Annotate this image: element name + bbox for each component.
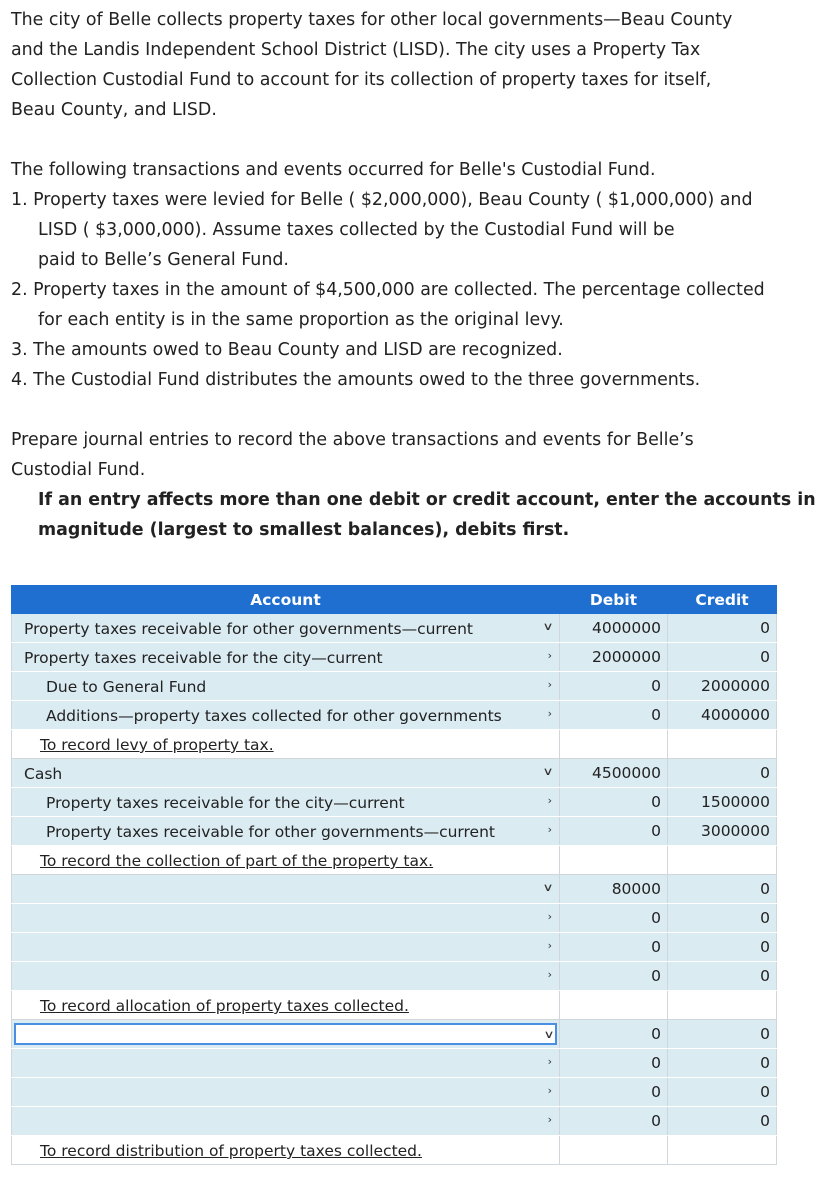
instruction-paragraph: [38, 485, 828, 545]
memo-row: [12, 991, 777, 1020]
journal-row: [12, 933, 777, 962]
chevron-right-icon: ›: [547, 1113, 552, 1126]
journal-header-row: [12, 586, 777, 614]
account-select[interactable]: [12, 643, 560, 672]
transaction-line: paid to Belle’s General Fund.: [38, 250, 289, 270]
credit-input[interactable]: 0: [668, 643, 777, 672]
journal-body: [12, 614, 777, 1165]
credit-input[interactable]: 0: [668, 1049, 777, 1078]
memo-cell: [12, 730, 560, 759]
memo-cell: [12, 1136, 560, 1165]
chevron-down-icon: ∨: [542, 881, 554, 894]
transaction-line: 3. The amounts owed to Beau County and LISD are recognized.: [11, 340, 563, 360]
debit-input[interactable]: 0: [560, 1107, 668, 1136]
debit-input[interactable]: 0: [560, 672, 668, 701]
chevron-right-icon: ›: [547, 707, 552, 720]
account-select[interactable]: [12, 788, 560, 817]
journal-row: [12, 1020, 777, 1049]
transaction-line: 2. Property taxes in the amount of $4,500,000 are collected. The percentage collected: [11, 280, 765, 300]
transaction-line: 4. The Custodial Fund distributes the amounts owed to the three governments.: [11, 370, 701, 390]
account-select[interactable]: [12, 1107, 560, 1136]
prepare-line: Prepare journal entries to record the above transactions and events for Belle’s: [11, 430, 694, 450]
intro-line: Beau County, and LISD.: [11, 100, 217, 120]
account-select[interactable]: [12, 759, 560, 788]
credit-cell: [668, 1136, 777, 1165]
debit-input[interactable]: 0: [560, 1020, 668, 1049]
credit-input[interactable]: 0: [668, 904, 777, 933]
account-select[interactable]: [12, 1078, 560, 1107]
account-text: Property taxes receivable for other governments—current: [24, 620, 473, 638]
memo-text: To record the collection of part of the property tax.: [40, 852, 434, 870]
debit-input[interactable]: 0: [560, 701, 668, 730]
credit-input[interactable]: 3000000: [668, 817, 777, 846]
debit-input[interactable]: 0: [560, 962, 668, 991]
chevron-right-icon: ›: [547, 1055, 552, 1068]
debit-input[interactable]: 80000: [560, 875, 668, 904]
journal-row: [12, 1049, 777, 1078]
debit-input[interactable]: 0: [560, 933, 668, 962]
memo-text: To record allocation of property taxes collected.: [40, 997, 409, 1015]
credit-header: Credit: [668, 586, 777, 614]
transactions-heading: The following transactions and events occurred for Belle's Custodial Fund.: [11, 160, 656, 180]
journal-row: [12, 875, 777, 904]
debit-input[interactable]: 0: [560, 1049, 668, 1078]
memo-row: [12, 730, 777, 759]
memo-row: [12, 1136, 777, 1165]
account-select[interactable]: [12, 1020, 560, 1049]
journal-row: [12, 817, 777, 846]
debit-input[interactable]: 0: [560, 788, 668, 817]
memo-row: [12, 846, 777, 875]
intro-line: and the Landis Independent School District (LISD). The city uses a Property Tax: [11, 40, 701, 60]
debit-cell: [560, 991, 668, 1020]
chevron-down-icon: ∨: [543, 1028, 555, 1041]
account-text: Property taxes receivable for the city—current: [46, 794, 405, 812]
transaction-line: LISD ( $3,000,000). Assume taxes collected by the Custodial Fund will be: [38, 220, 675, 240]
credit-cell: [668, 730, 777, 759]
account-select[interactable]: [12, 701, 560, 730]
journal-row: [12, 904, 777, 933]
credit-input[interactable]: 0: [668, 962, 777, 991]
journal-row: [12, 1078, 777, 1107]
chevron-right-icon: ›: [547, 794, 552, 807]
credit-input[interactable]: 0: [668, 759, 777, 788]
intro-paragraph: [11, 5, 823, 125]
chevron-right-icon: ›: [547, 968, 552, 981]
journal-table: [11, 585, 777, 1165]
journal-row: [12, 643, 777, 672]
journal-row: [12, 759, 777, 788]
chevron-down-icon: ∨: [542, 765, 554, 778]
chevron-right-icon: ›: [547, 939, 552, 952]
account-text: Additions—property taxes collected for other governments: [46, 707, 502, 725]
account-select[interactable]: [12, 875, 560, 904]
journal-row: [12, 614, 777, 643]
credit-input[interactable]: 4000000: [668, 701, 777, 730]
debit-input[interactable]: 2000000: [560, 643, 668, 672]
chevron-right-icon: ›: [547, 678, 552, 691]
debit-cell: [560, 846, 668, 875]
account-select[interactable]: [12, 904, 560, 933]
account-select[interactable]: [12, 933, 560, 962]
journal-row: [12, 1107, 777, 1136]
prepare-paragraph: [11, 425, 823, 485]
journal-row: [12, 672, 777, 701]
debit-cell: [560, 1136, 668, 1165]
transactions-paragraph: [11, 155, 823, 395]
intro-line: The city of Belle collects property taxes for other local governments—Beau County: [11, 10, 733, 30]
credit-cell: [668, 846, 777, 875]
credit-input[interactable]: 2000000: [668, 672, 777, 701]
memo-text: To record distribution of property taxes collected.: [40, 1142, 422, 1160]
account-select[interactable]: [12, 1049, 560, 1078]
credit-input[interactable]: 0: [668, 1020, 777, 1049]
prepare-line: Custodial Fund.: [11, 460, 146, 480]
journal-row: [12, 788, 777, 817]
chevron-right-icon: ›: [547, 910, 552, 923]
chevron-right-icon: ›: [547, 823, 552, 836]
transaction-line: 1. Property taxes were levied for Belle ( $2,000,000), Beau County ( $1,000,000) and: [11, 190, 753, 210]
debit-cell: [560, 730, 668, 759]
journal-row: [12, 962, 777, 991]
account-text: Property taxes receivable for other governments—current: [46, 823, 495, 841]
debit-input[interactable]: 0: [560, 1078, 668, 1107]
credit-input[interactable]: 0: [668, 1078, 777, 1107]
debit-input[interactable]: 4000000: [560, 614, 668, 643]
credit-input[interactable]: 0: [668, 614, 777, 643]
account-header: Account: [12, 586, 560, 614]
instruction-line: magnitude (largest to smallest balances), debits first.: [38, 520, 570, 540]
memo-text: To record levy of property tax.: [40, 736, 274, 754]
credit-input[interactable]: 0: [668, 875, 777, 904]
chevron-down-icon: ∨: [542, 620, 554, 633]
transaction-line: for each entity is in the same proportion as the original levy.: [38, 310, 564, 330]
account-select[interactable]: [12, 672, 560, 701]
account-text: Cash: [24, 765, 63, 783]
debit-input[interactable]: 4500000: [560, 759, 668, 788]
debit-input[interactable]: 0: [560, 904, 668, 933]
account-text: Property taxes receivable for the city—current: [24, 649, 383, 667]
credit-input[interactable]: 0: [668, 933, 777, 962]
account-select[interactable]: [12, 817, 560, 846]
account-select[interactable]: [12, 962, 560, 991]
credit-input[interactable]: 0: [668, 1107, 777, 1136]
credit-cell: [668, 991, 777, 1020]
memo-cell: [12, 991, 560, 1020]
account-select[interactable]: [12, 614, 560, 643]
memo-cell: [12, 846, 560, 875]
chevron-right-icon: ›: [547, 649, 552, 662]
account-select-focused[interactable]: [14, 1023, 557, 1045]
chevron-right-icon: ›: [547, 1084, 552, 1097]
instruction-line: If an entry affects more than one debit or credit account, enter the accounts in: [38, 490, 816, 510]
account-text: Due to General Fund: [46, 678, 207, 696]
debit-header: Debit: [560, 586, 668, 614]
intro-line: Collection Custodial Fund to account for its collection of property taxes for itself,: [11, 70, 712, 90]
journal-row: [12, 701, 777, 730]
debit-input[interactable]: 0: [560, 817, 668, 846]
credit-input[interactable]: 1500000: [668, 788, 777, 817]
